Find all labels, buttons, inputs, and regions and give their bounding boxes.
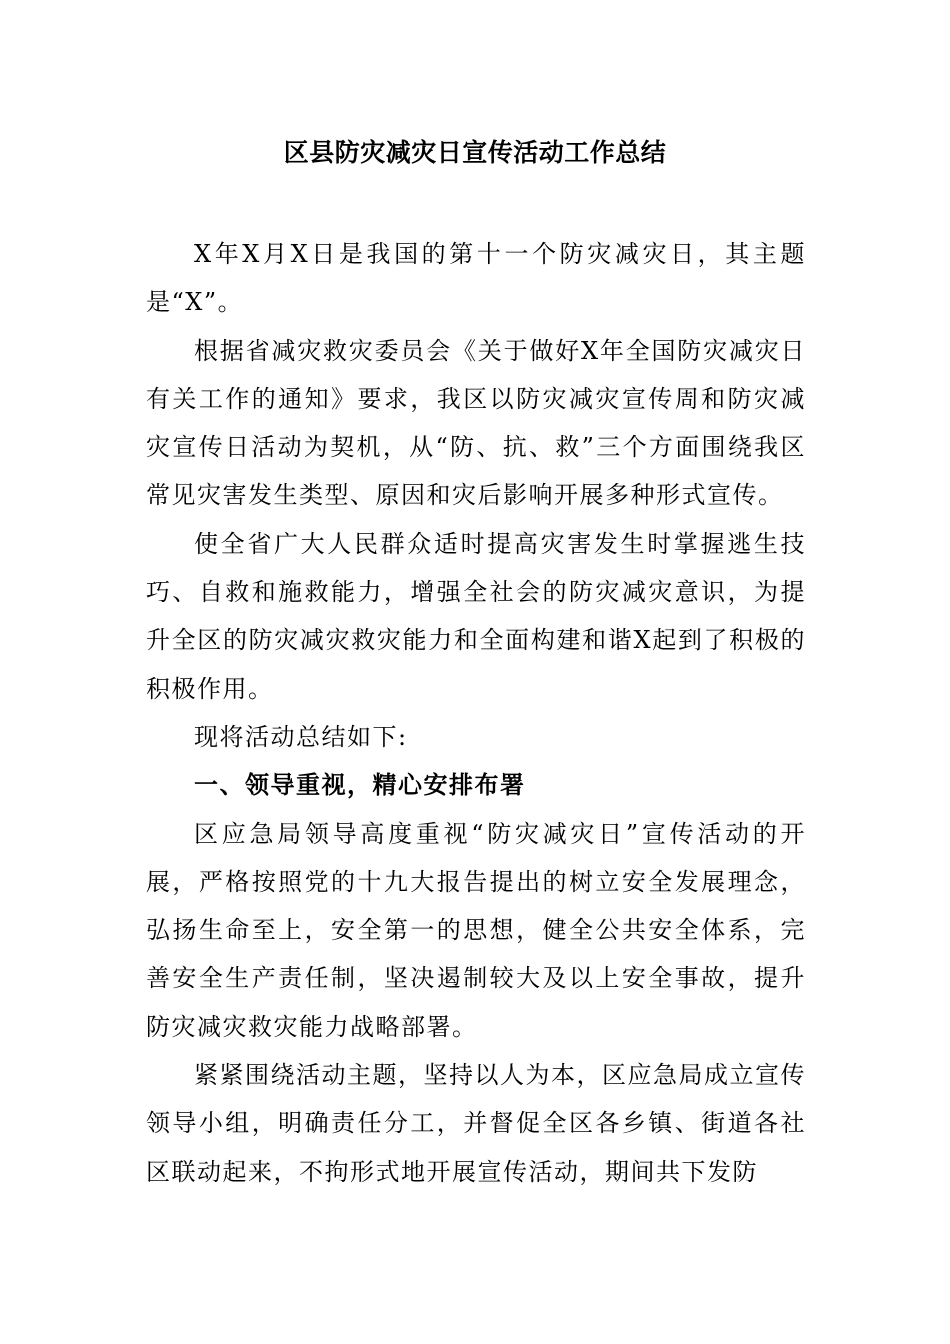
paragraph-purpose: 使全省广大人民群众适时提高灾害发生时掌握逃生技巧、自救和施救能力，增强全社会的防灾减灾意识，为提升全区的防灾减灾救灾能力和全面构建和谐X起到了积极的积极作用。	[146, 529, 806, 703]
document-title: 区县防灾减灾日宣传活动工作总结	[283, 138, 667, 167]
section-heading: 一、领导重视，精心安排布署	[194, 770, 526, 800]
section-paragraph: 区应急局领导高度重视“防灾减灾日”宣传活动的开展，严格按照党的十九大报告提出的树立安全发展理念，弘扬生命至上，安全第一的思想，健全公共安全体系，完善安全生产责任制，坚决遏制较大及以上安全事故，提升防灾减灾救灾能力战略部署。	[146, 819, 806, 1041]
section-paragraph: 紧紧围绕活动主题，坚持以人为本，区应急局成立宣传领导小组，明确责任分工，并督促全区各乡镇、街道各社区联动起来，不拘形式地开展宣传活动，期间共下发防	[146, 1061, 806, 1186]
document-body	[146, 230, 806, 1196]
paragraph-notice: 根据省减灾救灾委员会《关于做好X年全国防灾减灾日有关工作的通知》要求，我区以防灾减灾宣传周和防灾减灾宣传日活动为契机，从“防、抗、救”三个方面围绕我区常见灾害发生类型、原因和灾后影响开展多种形式宣传。	[146, 336, 806, 510]
paragraph-summary-intro: 现将活动总结如下:	[194, 722, 408, 751]
paragraph-intro: X年X月X日是我国的第十一个防灾减灾日，其主题是“X”。	[146, 240, 806, 317]
